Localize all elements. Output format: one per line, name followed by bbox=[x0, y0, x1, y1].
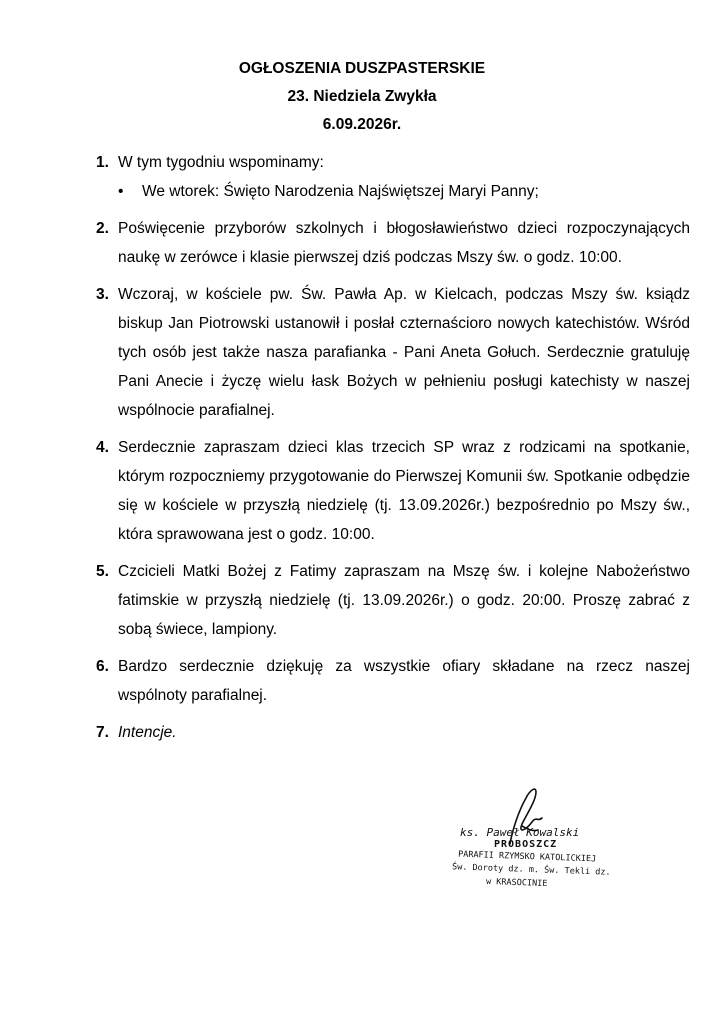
parish-stamp bbox=[452, 782, 612, 902]
item-number: 3. bbox=[96, 286, 109, 303]
bullet-text: We wtorek: Święto Narodzenia Najświętszej Maryi Panny; bbox=[142, 183, 539, 200]
bullet-dot-icon: • bbox=[118, 183, 124, 200]
stamp-line-3: w KRASOCINIE bbox=[485, 876, 548, 890]
item-text: W tym tygodniu wspominamy: bbox=[118, 154, 324, 171]
announcement-item bbox=[96, 148, 690, 206]
item-text: Wczoraj, w kościele pw. Św. Pawła Ap. w Kielcach, podczas Mszy św. ksiądz biskup Jan Piotrowski ustanowił i posłał czternaścioro nowych katechistów. Wśród tych osób jest także nasza parafianka - Pani Aneta Gołuch. Serdecznie gratuluję Pani Anecie i życzę wielu łask Bożych w pełnieniu posługi katechisty w naszej wspólnocie parafialnej. bbox=[118, 286, 690, 419]
item-number: 5. bbox=[96, 563, 109, 580]
stamp-line-2: Św. Doroty dz. m. Św. Tekli dz. bbox=[451, 862, 611, 878]
announcement-list bbox=[96, 148, 690, 755]
stamp-role: PROBOSZCZ bbox=[494, 839, 558, 850]
item-number: 2. bbox=[96, 220, 109, 237]
stamp-line-1: PARAFII RZYMSKO KATOLICKIEJ bbox=[457, 849, 597, 865]
document-date: 6.09.2026r. bbox=[322, 116, 402, 133]
document-header bbox=[0, 55, 724, 139]
item-number: 7. bbox=[96, 724, 109, 741]
item-text: Bardzo serdecznie dziękuję za wszystkie ofiary składane na rzecz naszej wspólnoty parafialnej. bbox=[118, 658, 690, 704]
stamp-name: ks. Paweł Kowalski bbox=[460, 826, 580, 839]
document-subtitle: 23. Niedziela Zwykła bbox=[287, 88, 437, 105]
bullet-item bbox=[118, 177, 690, 206]
item-text: Czcicieli Matki Bożej z Fatimy zapraszam na Mszę św. i kolejne Nabożeństwo fatimskie w przyszłą niedzielę (tj. 13.09.2026r.) o godz. 20:00. Proszę zabrać z sobą świece, lampiony. bbox=[118, 563, 690, 638]
announcement-item bbox=[96, 280, 690, 425]
announcement-item bbox=[96, 652, 690, 710]
announcement-item bbox=[96, 214, 690, 272]
item-number: 6. bbox=[96, 658, 109, 675]
item-text: Serdecznie zapraszam dzieci klas trzecich SP wraz z rodzicami na spotkanie, którym rozpoczniemy przygotowanie do Pierwszej Komunii św. Spotkanie odbędzie się w kościele w przyszłą niedzielę (tj. 13.09.2026r.) bezpośrednio po Mszy św., która sprawowana jest o godz. 10:00. bbox=[118, 439, 690, 543]
announcement-item bbox=[96, 433, 690, 549]
item-number: 1. bbox=[96, 154, 109, 171]
item-number: 4. bbox=[96, 439, 109, 456]
item-text: Poświęcenie przyborów szkolnych i błogosławieństwo dzieci rozpoczynających naukę w zerówce i klasie pierwszej dziś podczas Mszy św. o godz. 10:00. bbox=[118, 220, 690, 266]
item-text: Intencje. bbox=[118, 724, 177, 741]
document-title: OGŁOSZENIA DUSZPASTERSKIE bbox=[238, 60, 486, 77]
announcement-item bbox=[96, 557, 690, 644]
announcement-item bbox=[96, 718, 690, 747]
